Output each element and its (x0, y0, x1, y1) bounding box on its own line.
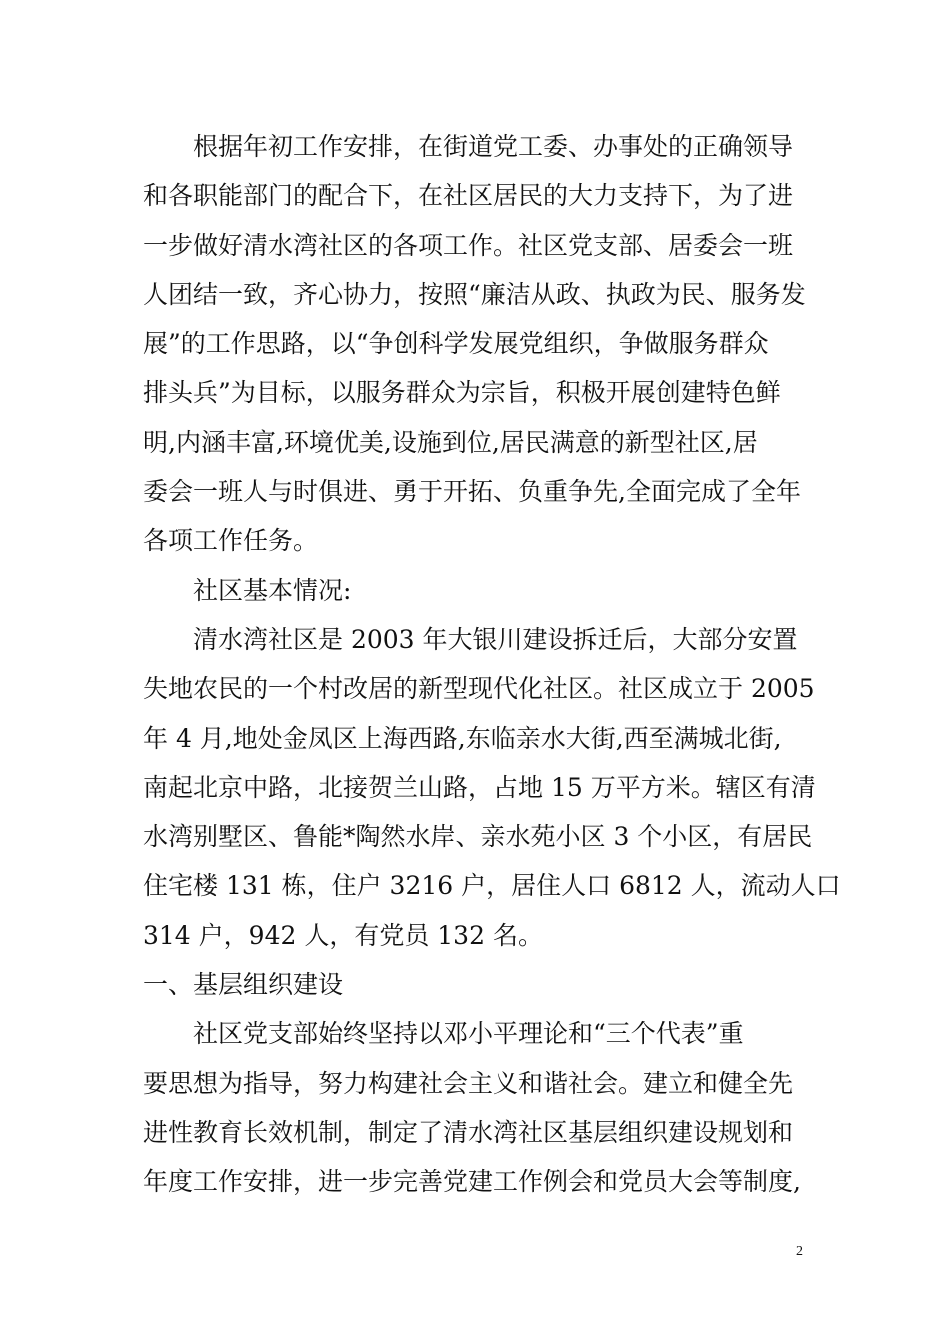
text-line: 各项工作任务。 (143, 526, 319, 556)
text-line: 清水湾社区是 2003 年大银川建设拆迁后，大部分安置 (143, 624, 798, 654)
text-line: 年度工作安排，进一步完善党建工作例会和党员大会等制度, (143, 1167, 801, 1197)
text-line: 南起北京中路，北接贺兰山路，占地 15 万平方米。辖区有清 (143, 772, 816, 802)
text-line: 年 4 月,地处金凤区上海西路,东临亲水大街,西至满城北街, (143, 723, 782, 753)
text-line: 进性教育长效机制，制定了清水湾社区基层组织建设规划和 (143, 1117, 794, 1147)
text-line: 一步做好清水湾社区的各项工作。社区党支部、居委会一班 (143, 230, 794, 260)
text-line: 失地农民的一个村改居的新型现代化社区。社区成立于 2005 (143, 674, 815, 704)
text-line: 社区党支部始终坚持以邓小平理论和“三个代表”重 (143, 1019, 744, 1049)
text-line: 人团结一致，齐心协力，按照“廉洁从政、执政为民、服务发 (143, 279, 806, 309)
text-line: 和各职能部门的配合下，在社区居民的大力支持下，为了进 (143, 181, 794, 211)
document-body (143, 122, 841, 1207)
text-line: 水湾别墅区、鲁能*陶然水岸、亲水苑小区 3 个小区，有居民 (143, 822, 813, 852)
section-label: 社区基本情况: (143, 575, 352, 605)
text-line: 展”的工作思路，以“争创科学发展党组织，争做服务群众 (143, 329, 769, 359)
text-line: 住宅楼 131 栋，住户 3216 户，居住人口 6812 人，流动人口 (143, 871, 841, 901)
text-line: 314 户，942 人，有党员 132 名。 (143, 920, 543, 950)
page-number: 2 (796, 1244, 803, 1259)
text-line: 排头兵”为目标，以服务群众为宗旨，积极开展创建特色鲜 (143, 378, 781, 408)
text-line: 明,内涵丰富,环境优美,设施到位,居民满意的新型社区,居 (143, 427, 758, 457)
text-line: 委会一班人与时俱进、勇于开拓、负重争先,全面完成了全年 (143, 477, 801, 507)
text-line: 根据年初工作安排，在街道党工委、办事处的正确领导 (143, 132, 794, 161)
text-line: 要思想为指导，努力构建社会主义和谐社会。建立和健全先 (143, 1068, 794, 1098)
section-heading: 一、基层组织建设 (143, 970, 344, 1000)
